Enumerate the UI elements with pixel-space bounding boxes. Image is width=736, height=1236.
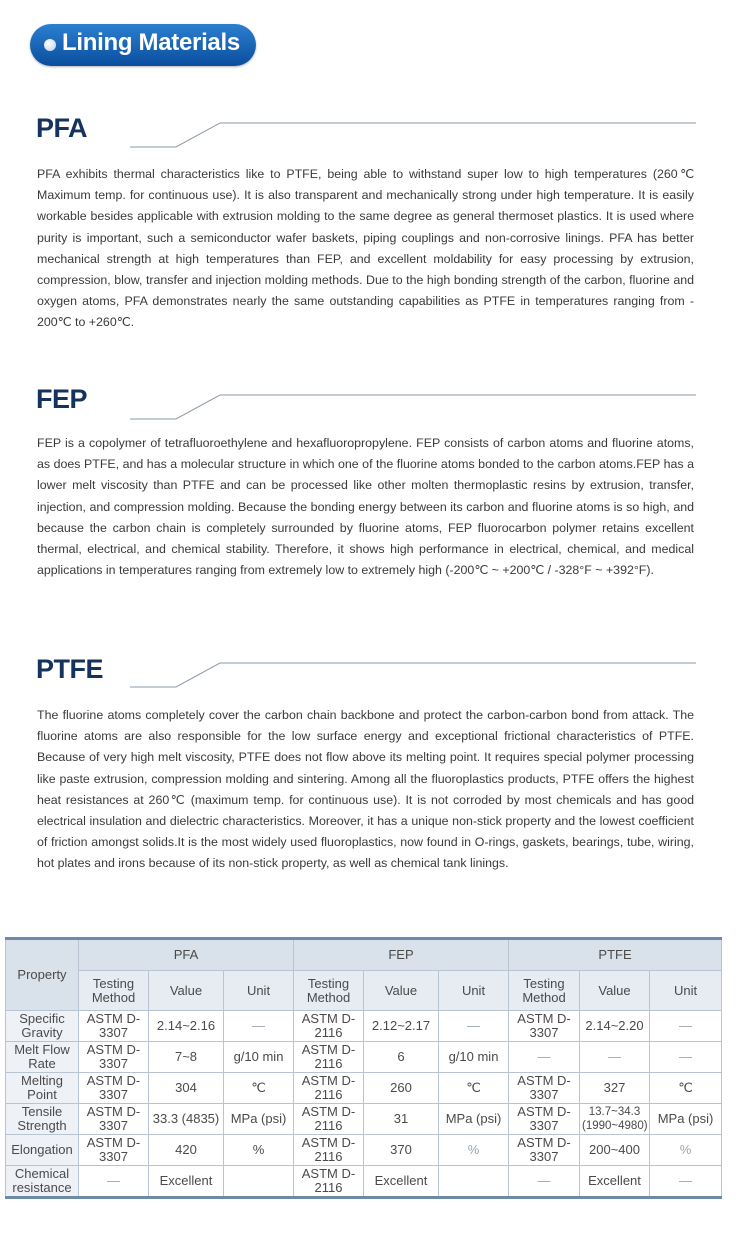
page-title: Lining Materials (62, 29, 240, 56)
table-cell: — (79, 1166, 149, 1198)
table-cell: — (650, 1166, 722, 1198)
subheader-testing-method: Testing Method (294, 971, 364, 1011)
table-cell: MPa (psi) (650, 1104, 722, 1135)
row-label: Melting Point (6, 1073, 79, 1104)
table-row (6, 1042, 722, 1073)
pfa-description: PFA exhibits thermal characteristics like to PTFE, being able to withstand super low to high temperatures (260℃ Maximum temp. for continuous use). It is also transparent and mechanically strong under high temperature. It is easily workable besides applicable with extrusion molding to the same degree as general thermoset plastics. It is used where purity is important, such a semiconductor wafer baskets, piping couplings and non-corrosive linings. PFA has better mechanical strength at high temperatures than FEP, and excellent moldability for easy processing by extrusion, compression, blow, transfer and injection molding methods. Due to the high bonding strength of the carbon, fluorine and oxygen atoms, PFA demonstrates nearly the same outstanding capabilities as PTFE in temperatures ranging from - 200℃ to +260℃. (37, 167, 694, 330)
table-cell: 2.14~2.16 (149, 1011, 224, 1042)
row-label: Elongation (6, 1135, 79, 1166)
table-cell: MPa (psi) (439, 1104, 509, 1135)
pfa-heading-divider (130, 118, 698, 148)
table-cell: ASTM D-3307 (79, 1042, 149, 1073)
subheader-unit: Unit (439, 971, 509, 1011)
group-header-pfa: PFA (79, 939, 294, 971)
subheader-value: Value (149, 971, 224, 1011)
fep-description: FEP is a copolymer of tetrafluoroethylene and hexafluoropropylene. FEP consists of carbon atoms and fluorine atoms, as does PTFE, and has a molecular structure in which one of the fluorine atoms bonded to the carbon atoms.FEP has a lower melt viscosity than PTFE and can be processed like other molten thermoplastic resins by extrusion, transfer, injection, and compression molding. Because the bonding energy between its carbon and fluorine atoms is so high, and because the carbon chain is completely surrounded by fluorine atoms, FEP fluorocarbon polymer retains excellent thermal, electrical, and chemical stability. Therefore, it shows high performance in electrical, chemical, and medical applications in temperatures ranging from extremely low to extremely high (-200℃ ~ +200℃ / -328°F ~ +392°F). (37, 436, 694, 578)
table-row (6, 1104, 722, 1135)
fep-heading-divider (130, 390, 698, 420)
fep-heading: FEP (36, 384, 88, 414)
table-cell: % (650, 1135, 722, 1166)
table-cell: ASTM D-3307 (79, 1135, 149, 1166)
table-cell: 370 (364, 1135, 439, 1166)
table-row (6, 1073, 722, 1104)
table-cell: 420 (149, 1135, 224, 1166)
table-cell: 304 (149, 1073, 224, 1104)
table-cell: ASTM D-2116 (294, 1135, 364, 1166)
table-cell: ℃ (439, 1073, 509, 1104)
table-cell: ASTM D-3307 (79, 1104, 149, 1135)
row-label: Specific Gravity (6, 1011, 79, 1042)
table-cell: g/10 min (224, 1042, 294, 1073)
table-cell: ASTM D-3307 (79, 1073, 149, 1104)
table-cell: — (509, 1166, 580, 1198)
table-cell: 7~8 (149, 1042, 224, 1073)
group-header-fep: FEP (294, 939, 509, 971)
table-cell: ASTM D-2116 (294, 1104, 364, 1135)
table-cell: 2.12~2.17 (364, 1011, 439, 1042)
table-cell: 327 (580, 1073, 650, 1104)
subheader-testing-method: Testing Method (79, 971, 149, 1011)
table-cell: 31 (364, 1104, 439, 1135)
subheader-value: Value (364, 971, 439, 1011)
table-cell: Excellent (149, 1166, 224, 1198)
table-cell: ASTM D-3307 (509, 1104, 580, 1135)
table-cell (224, 1166, 294, 1198)
table-cell: ASTM D-3307 (509, 1135, 580, 1166)
table-cell: ℃ (650, 1073, 722, 1104)
table-cell: ASTM D-3307 (509, 1073, 580, 1104)
row-label: Melt Flow Rate (6, 1042, 79, 1073)
table-cell: ASTM D-2116 (294, 1166, 364, 1198)
subheader-testing-method: Testing Method (509, 971, 580, 1011)
subheader-unit: Unit (650, 971, 722, 1011)
subheader-unit: Unit (224, 971, 294, 1011)
table-cell: % (224, 1135, 294, 1166)
table-header-row (6, 939, 722, 971)
table-cell: ASTM D-2116 (294, 1042, 364, 1073)
table-cell: 260 (364, 1073, 439, 1104)
table-cell: 2.14~2.20 (580, 1011, 650, 1042)
table-row (6, 1011, 722, 1042)
table-cell: ASTM D-3307 (509, 1011, 580, 1042)
table-cell: 33.3 (4835) (149, 1104, 224, 1135)
table-cell: — (650, 1011, 722, 1042)
section-header-pill (30, 24, 256, 66)
table-cell: — (509, 1042, 580, 1073)
table-cell: ASTM D-2116 (294, 1011, 364, 1042)
ptfe-heading-divider (130, 658, 698, 688)
table-cell: MPa (psi) (224, 1104, 294, 1135)
table-row (6, 1135, 722, 1166)
row-label: Tensile Strength (6, 1104, 79, 1135)
table-cell: 6 (364, 1042, 439, 1073)
table-cell: 13.7~34.3 (1990~4980) (580, 1104, 650, 1135)
group-header-ptfe: PTFE (509, 939, 722, 971)
row-label: Chemical resistance (6, 1166, 79, 1198)
pfa-heading: PFA (36, 113, 88, 143)
table-cell: Excellent (580, 1166, 650, 1198)
table-cell: 200~400 (580, 1135, 650, 1166)
bullet-icon (44, 39, 56, 51)
table-cell: g/10 min (439, 1042, 509, 1073)
table-cell: % (439, 1135, 509, 1166)
table-row (6, 1166, 722, 1198)
table-cell: ASTM D-3307 (79, 1011, 149, 1042)
subheader-value: Value (580, 971, 650, 1011)
table-cell: — (650, 1042, 722, 1073)
table-cell: Excellent (364, 1166, 439, 1198)
table-cell: ASTM D-2116 (294, 1073, 364, 1104)
table-cell: — (439, 1011, 509, 1042)
ptfe-heading: PTFE (36, 654, 104, 684)
property-header: Property (6, 939, 79, 1011)
table-cell: — (580, 1042, 650, 1073)
table-cell: ℃ (224, 1073, 294, 1104)
properties-table (5, 937, 722, 1199)
ptfe-description: The fluorine atoms completely cover the carbon chain backbone and protect the carbon-carbon bond from attack. The fluorine atoms are also responsible for the low surface energy and exceptional frictional characteristics of PTFE. Because of very high melt viscosity, PTFE does not flow above its melting point. It requires special polymer processing like paste extrusion, compression molding and sintering. Among all the fluoroplastics products, PTFE offers the highest heat resistances at 260℃ (maximum temp. for continuous use). It is not corroded by most chemicals and has good electrical insulation and dielectric characteristics. Moreover, it has a unique non-stick property and the lowest coefficient of friction amongst solids.It is the most widely used fluoroplastics, now found in O-rings, gaskets, bearings, tube, wiring, hot plates and irons because of its non-stick property, as well as chemical tank linings. (37, 708, 694, 871)
table-cell (439, 1166, 509, 1198)
table-cell: — (224, 1011, 294, 1042)
table-subheader-row (6, 971, 722, 1011)
